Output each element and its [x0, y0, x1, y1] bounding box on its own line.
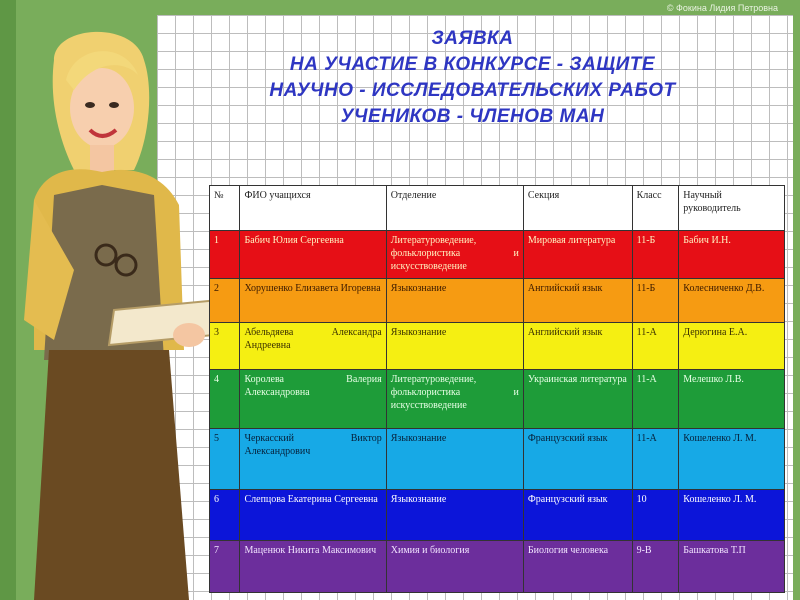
cell-number: 1: [210, 231, 240, 279]
header-section: Секция: [523, 186, 632, 231]
cell-supervisor: Колесниченко Д.В.: [679, 279, 785, 323]
cell-number: 7: [210, 541, 240, 593]
cell-department: Химия и биология: [386, 541, 523, 593]
cell-name: Хорушенко Елизавета Игоревна: [240, 279, 386, 323]
cell-name: Маценюк Никита Максимович: [240, 541, 386, 593]
cell-section: Украинская литература: [523, 370, 632, 429]
cell-name: Королева Валерия Александровна: [240, 370, 386, 429]
cell-department: Литературоведение, фольклористика и искусствоведение: [386, 370, 523, 429]
cell-department: Языкознание: [386, 279, 523, 323]
copyright-text: © Фокина Лидия Петровна: [666, 3, 778, 13]
header-department: Отделение: [386, 186, 523, 231]
cell-supervisor: Мелешко Л.В.: [679, 370, 785, 429]
cell-class: 11-Б: [632, 279, 679, 323]
cell-supervisor: Башкатова Т.П: [679, 541, 785, 593]
header-class: Класс: [632, 186, 679, 231]
table-row: [210, 490, 785, 541]
cell-department: Языкознание: [386, 323, 523, 370]
cell-section: Английский язык: [523, 323, 632, 370]
cell-supervisor: Бабич И.Н.: [679, 231, 785, 279]
table-row: [210, 279, 785, 323]
header-supervisor: Научный руководитель: [679, 186, 785, 231]
table-row: [210, 231, 785, 279]
table-row: [210, 370, 785, 429]
cell-number: 2: [210, 279, 240, 323]
cell-number: 4: [210, 370, 240, 429]
cell-section: Французский язык: [523, 490, 632, 541]
header-name: ФИО учащихся: [240, 186, 386, 231]
cell-class: 10: [632, 490, 679, 541]
cell-name: Черкасский Виктор Александрович: [240, 429, 386, 490]
participants-table: [209, 185, 785, 593]
cell-supervisor: Дерюгина Е.А.: [679, 323, 785, 370]
cell-class: 11-А: [632, 429, 679, 490]
cell-class: 11-А: [632, 323, 679, 370]
cell-number: 5: [210, 429, 240, 490]
cell-name: Бабич Юлия Сергеевна: [240, 231, 386, 279]
cell-class: 11-А: [632, 370, 679, 429]
table-row: [210, 429, 785, 490]
cell-supervisor: Кошеленко Л. М.: [679, 429, 785, 490]
table-header-row: [210, 186, 785, 231]
cell-name: Слепцова Екатерина Сергеевна: [240, 490, 386, 541]
cell-section: Биология человека: [523, 541, 632, 593]
teacher-illustration: [14, 20, 224, 600]
cell-number: 6: [210, 490, 240, 541]
cell-section: Французский язык: [523, 429, 632, 490]
cell-department: Литературоведение, фольклористика и искусствоведение: [386, 231, 523, 279]
header-number: №: [210, 186, 240, 231]
cell-class: 11-Б: [632, 231, 679, 279]
cell-section: Английский язык: [523, 279, 632, 323]
cell-department: Языкознание: [386, 490, 523, 541]
cell-section: Мировая литература: [523, 231, 632, 279]
table-row: [210, 541, 785, 593]
cell-number: 3: [210, 323, 240, 370]
cell-class: 9-В: [632, 541, 679, 593]
page-title: ЗАЯВКА НА УЧАСТИЕ В КОНКУРСЕ - ЗАЩИТЕ НАУЧНО - ИССЛЕДОВАТЕЛЬСКИХ РАБОТ УЧЕНИКОВ - ЧЛЕНОВ МАН: [269, 28, 676, 127]
table-row: [210, 323, 785, 370]
cell-department: Языкознание: [386, 429, 523, 490]
cell-name: Абельдяева Александра Андреевна: [240, 323, 386, 370]
cell-supervisor: Кошеленко Л. М.: [679, 490, 785, 541]
